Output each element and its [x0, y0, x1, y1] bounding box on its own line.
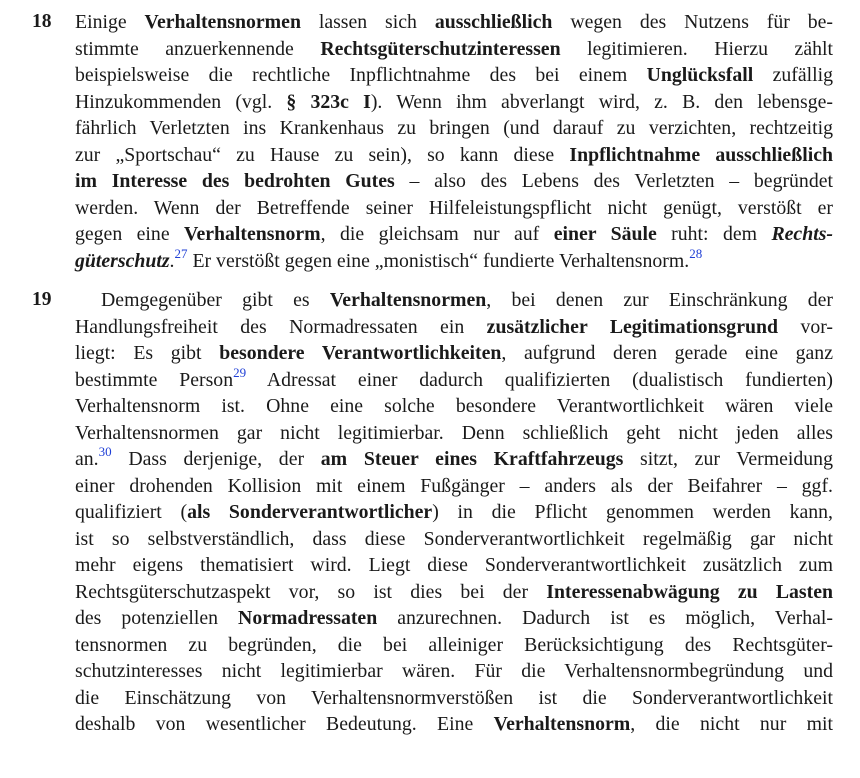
text-run: stimmte anzuerkennende: [75, 37, 321, 60]
paragraph-18: [0, 9, 860, 274]
paragraph-body: [0, 9, 860, 274]
text-run: – also des Lebens des Verletzten – begründet: [394, 170, 833, 192]
bold-text: als Sonderverantwortlicher: [187, 501, 433, 523]
bold-text: Interessenabwägung zu Lasten: [546, 580, 833, 603]
text-run: Verhaltensnorm ist. Ohne eine solche besondere Verantwortlichkeit wären viele: [75, 395, 833, 417]
bold-text: Verhaltensnormen: [329, 289, 487, 311]
text-run: zufällig: [753, 64, 833, 86]
text-run: ist so selbstverständlich, dass diese Sonderverantwortlichkeit regelmäßig gar nicht: [75, 527, 833, 550]
text-run: lassen sich: [300, 11, 435, 33]
text-run: Er verstößt gegen eine „monistisch“ fundierte Verhaltensnorm.: [187, 249, 690, 272]
text-line: [75, 420, 833, 447]
text-run: .: [169, 249, 175, 272]
text-run: an.: [75, 448, 99, 470]
text-line: [75, 195, 833, 222]
text-run: Rechtsgüterschutzaspekt vor, so ist dies bei der: [75, 580, 547, 603]
footnote-marker[interactable]: 29: [233, 364, 247, 380]
paragraph-19: [0, 287, 860, 738]
text-run: Demgegenüber gibt es: [101, 289, 330, 311]
text-line: [75, 446, 833, 473]
paragraph-body: [0, 287, 860, 738]
text-line: [75, 685, 833, 712]
text-run: liegt: Es gibt: [75, 342, 220, 364]
text-run: ). Wenn ihm abverlangt wird, z. B. den lebensge-: [370, 90, 833, 113]
text-run: anzurechnen. Dadurch ist es möglich, Verhal-: [377, 607, 833, 629]
bold-text: Verhaltensnormen: [144, 11, 301, 33]
text-run: wegen des Nutzens für be-: [552, 11, 833, 33]
text-run: schutzinteresses nicht legitimierbar wären. Für die Verhaltensnormbegründung und: [75, 660, 833, 682]
text-run: bestimmte Person: [75, 368, 234, 391]
text-run: Verhaltensnormen gar nicht legitimierbar. Denn schließlich geht nicht jeden alles: [75, 421, 833, 444]
text-run: Einige: [75, 11, 145, 33]
text-line: [75, 632, 833, 659]
text-run: einer drohenden Kollision mit einem Fußgänger – anders als der Beifahrer – ggf.: [75, 474, 833, 497]
text-run: fährlich Verletzten ins Krankenhaus zu bringen (und darauf zu verzichten, rechtzeitig: [75, 117, 833, 139]
text-run: , aufgrund deren gerade eine ganz: [501, 342, 833, 364]
bold-text: Verhaltensnorm: [184, 223, 321, 245]
text-run: ruht: dem: [656, 223, 772, 245]
bold-text: Rechtsgüterschutzinteressen: [320, 37, 561, 60]
text-run: , die nicht nur mit: [630, 713, 833, 735]
text-line: [75, 89, 833, 116]
bold-text: am Steuer eines Kraftfahrzeugs: [320, 448, 624, 470]
text-line: [75, 579, 833, 606]
text-run: sitzt, zur Vermeidung: [623, 448, 833, 470]
text-run: vor-: [778, 315, 834, 338]
paragraph-number: 19: [32, 289, 52, 310]
bold-text: ausschließlich: [434, 11, 553, 33]
text-line: [75, 221, 833, 248]
bold-text: § 323c I: [286, 90, 371, 113]
text-line: [75, 287, 833, 314]
bold-text: im Interesse des bedrohten Gutes: [75, 170, 395, 192]
bold-text: Inpflichtnahme ausschließlich: [569, 143, 833, 166]
footnote-marker[interactable]: 30: [98, 444, 112, 460]
text-run: , die gleichsam nur auf: [320, 223, 554, 245]
text-line: [75, 314, 833, 341]
text-line: [75, 393, 833, 420]
text-run: Handlungsfreiheit des Normadressaten ein: [75, 315, 487, 338]
text-run: zur „Sportschau“ zu Hause zu sein), so kann diese: [75, 143, 570, 166]
text-run: werden. Wenn der Betreffende seiner Hilfeleistungspflicht nicht genügt, verstößt er: [75, 196, 833, 219]
text-line: [75, 658, 833, 685]
footnote-marker[interactable]: 28: [689, 245, 703, 261]
text-run: die Einschätzung von Verhaltensnormverstößen ist die Sonderverantwortlichkeit: [75, 686, 833, 709]
paragraph-number: 18: [32, 11, 52, 32]
text-run: des potenziellen: [75, 607, 239, 629]
emphasis-text: güterschutz: [75, 249, 170, 272]
text-line: [75, 168, 833, 195]
text-line: [75, 552, 833, 579]
text-run: qualifiziert (: [75, 501, 188, 523]
text-line: [75, 526, 833, 553]
text-run: deshalb von wesentlicher Bedeutung. Eine: [75, 713, 494, 735]
text-line: [75, 499, 833, 526]
text-line: [75, 364, 833, 394]
text-run: gegen eine: [75, 223, 185, 245]
text-line: [75, 245, 833, 275]
bold-text: Verhaltensnorm: [493, 713, 631, 735]
text-line: [75, 62, 833, 89]
bold-text: zusätzlicher Legitimationsgrund: [486, 315, 778, 338]
text-run: ) in die Pflicht genommen werden kann,: [432, 501, 834, 523]
text-line: [75, 605, 833, 632]
text-line: [75, 9, 833, 36]
text-run: beispielsweise die rechtliche Inpflichtnahme des bei einem: [75, 64, 647, 86]
bold-text: Normadressaten: [238, 607, 378, 629]
text-line: [75, 142, 833, 169]
text-line: [75, 115, 833, 142]
text-run: mehr eigens thematisiert wird. Liegt diese Sonderverantwortlichkeit zusätzlich zum: [75, 554, 833, 576]
bold-text: besondere Verantwortlichkeiten: [219, 342, 502, 364]
text-run: Dass derjenige, der: [111, 448, 321, 470]
text-run: Hinzukommenden (vgl.: [75, 90, 287, 113]
bold-text: Unglücksfall: [646, 64, 754, 86]
text-line: [75, 36, 833, 63]
text-line: [75, 711, 833, 738]
footnote-marker[interactable]: 27: [174, 245, 188, 261]
text-run: tensnormen zu begründen, die bei alleiniger Berücksichtigung des Rechtsgüter-: [75, 633, 833, 656]
emphasis-text: Rechts-: [771, 223, 833, 245]
text-line: [75, 473, 833, 500]
text-run: , bei denen zur Einschränkung der: [486, 289, 833, 311]
text-line: [75, 340, 833, 367]
text-run: Adressat einer dadurch qualifizierten (dualistisch fundierten): [246, 368, 833, 391]
bold-text: einer Säule: [553, 223, 657, 245]
text-run: legitimieren. Hierzu zählt: [560, 37, 833, 60]
